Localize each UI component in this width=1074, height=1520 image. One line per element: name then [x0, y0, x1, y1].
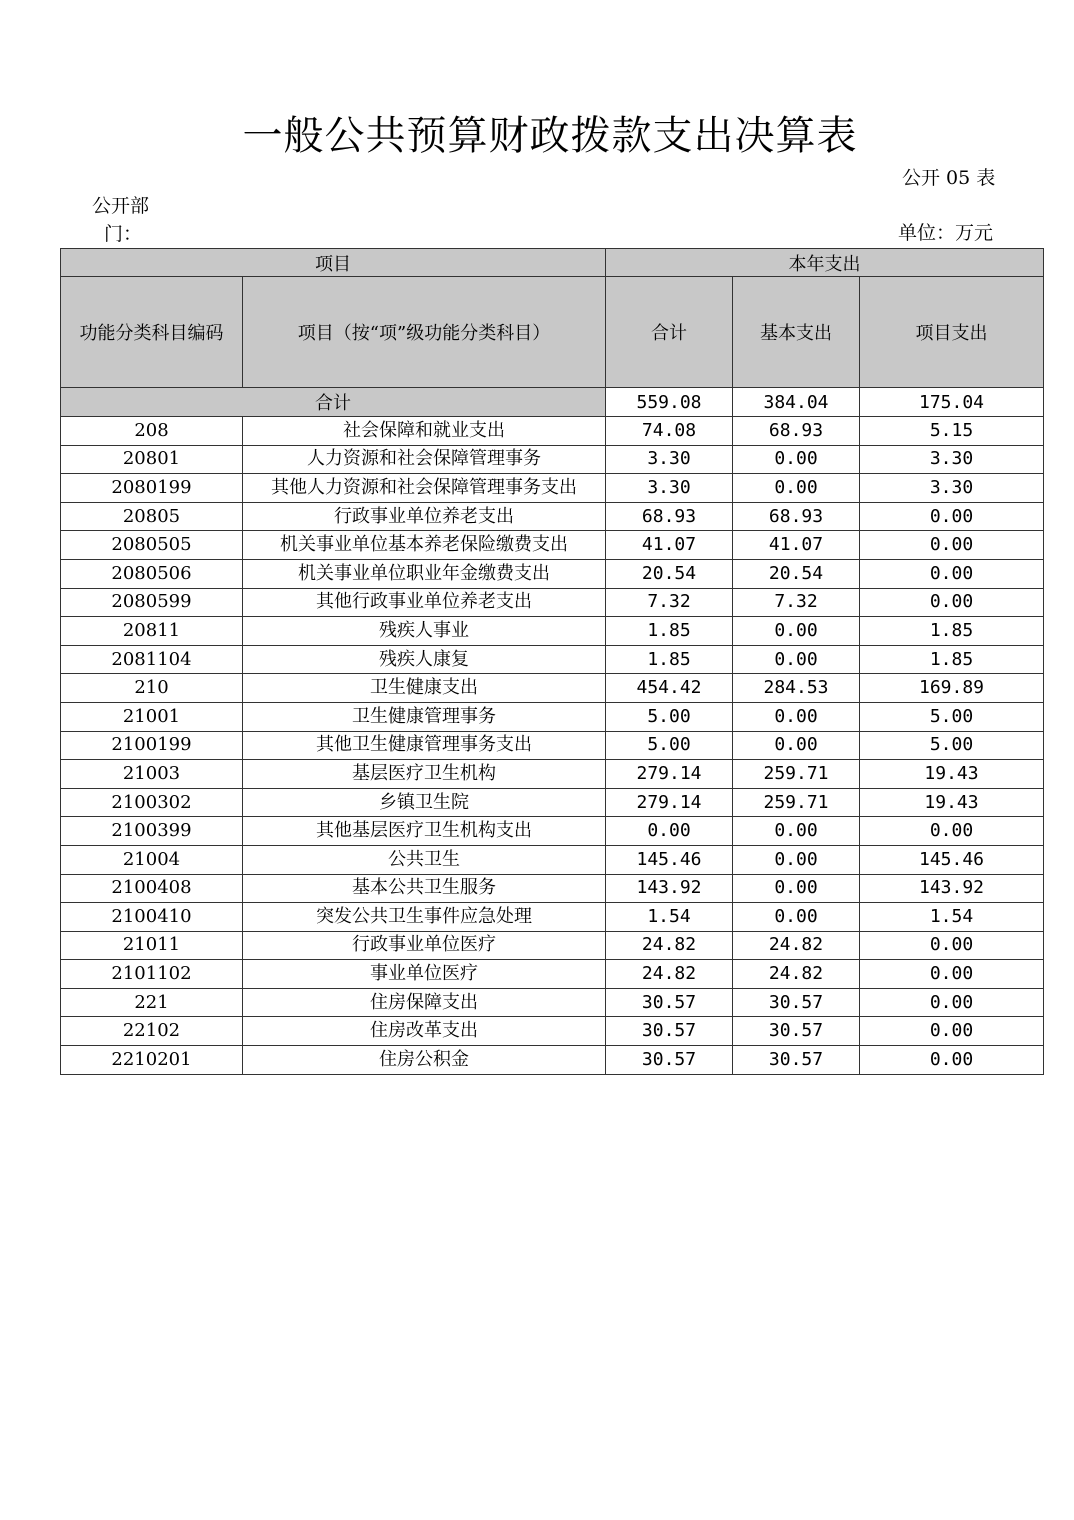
table-row — [61, 417, 1044, 446]
row-code: 221 — [61, 988, 243, 1017]
table-row — [61, 988, 1044, 1017]
table-row — [61, 502, 1044, 531]
table-row — [61, 702, 1044, 731]
row-code: 20801 — [61, 445, 243, 474]
row-code: 20811 — [61, 617, 243, 646]
row-name: 公共卫生 — [243, 845, 606, 874]
row-total: 454.42 — [606, 674, 733, 703]
row-basic: 0.00 — [733, 817, 860, 846]
expenditure-table — [60, 248, 1044, 1075]
row-code: 2080505 — [61, 531, 243, 560]
row-total: 3.30 — [606, 445, 733, 474]
row-code: 2081104 — [61, 645, 243, 674]
row-total: 3.30 — [606, 474, 733, 503]
row-basic: 0.00 — [733, 731, 860, 760]
row-basic: 30.57 — [733, 988, 860, 1017]
row-project: 0.00 — [860, 1046, 1044, 1075]
row-project: 0.00 — [860, 1017, 1044, 1046]
row-project: 3.30 — [860, 474, 1044, 503]
department-label: 公开部 — [92, 195, 150, 217]
row-code: 2100302 — [61, 788, 243, 817]
row-code: 2101102 — [61, 960, 243, 989]
row-name: 其他行政事业单位养老支出 — [243, 588, 606, 617]
row-basic: 24.82 — [733, 960, 860, 989]
header-basic: 基本支出 — [733, 277, 860, 388]
table-row — [61, 903, 1044, 932]
row-code: 2100410 — [61, 903, 243, 932]
table-row — [61, 817, 1044, 846]
row-project: 19.43 — [860, 788, 1044, 817]
row-code: 2210201 — [61, 1046, 243, 1075]
row-code: 208 — [61, 417, 243, 446]
row-basic: 30.57 — [733, 1046, 860, 1075]
row-project: 19.43 — [860, 760, 1044, 789]
row-project: 0.00 — [860, 502, 1044, 531]
row-basic: 68.93 — [733, 502, 860, 531]
header-code: 功能分类科目编码 — [61, 277, 243, 388]
row-name: 基本公共卫生服务 — [243, 874, 606, 903]
row-basic: 0.00 — [733, 845, 860, 874]
row-name: 残疾人康复 — [243, 645, 606, 674]
row-project: 1.85 — [860, 645, 1044, 674]
row-basic: 0.00 — [733, 645, 860, 674]
row-name: 卫生健康管理事务 — [243, 702, 606, 731]
header-total: 合计 — [606, 277, 733, 388]
row-name: 住房改革支出 — [243, 1017, 606, 1046]
table-row — [61, 674, 1044, 703]
unit-label: 单位：万元 — [898, 222, 994, 244]
row-code: 20805 — [61, 502, 243, 531]
header-row-group — [61, 249, 1044, 277]
row-total: 1.85 — [606, 645, 733, 674]
table-row — [61, 559, 1044, 588]
table-row — [61, 1017, 1044, 1046]
row-basic: 20.54 — [733, 559, 860, 588]
header-project: 项目支出 — [860, 277, 1044, 388]
row-basic: 41.07 — [733, 531, 860, 560]
row-total: 20.54 — [606, 559, 733, 588]
row-total: 7.32 — [606, 588, 733, 617]
row-code: 2100199 — [61, 731, 243, 760]
row-name: 住房公积金 — [243, 1046, 606, 1075]
row-basic: 30.57 — [733, 1017, 860, 1046]
row-name: 人力资源和社会保障管理事务 — [243, 445, 606, 474]
table-row — [61, 1046, 1044, 1075]
row-name: 机关事业单位基本养老保险缴费支出 — [243, 531, 606, 560]
table-row — [61, 874, 1044, 903]
row-name: 基层医疗卫生机构 — [243, 760, 606, 789]
row-project: 0.00 — [860, 817, 1044, 846]
row-total: 5.00 — [606, 702, 733, 731]
row-project: 145.46 — [860, 845, 1044, 874]
row-project: 0.00 — [860, 559, 1044, 588]
row-project: 143.92 — [860, 874, 1044, 903]
row-name: 突发公共卫生事件应急处理 — [243, 903, 606, 932]
row-project: 5.00 — [860, 731, 1044, 760]
row-name: 住房保障支出 — [243, 988, 606, 1017]
row-total: 30.57 — [606, 988, 733, 1017]
table-row — [61, 845, 1044, 874]
row-basic: 0.00 — [733, 474, 860, 503]
table-row — [61, 531, 1044, 560]
row-total: 145.46 — [606, 845, 733, 874]
row-project: 3.30 — [860, 445, 1044, 474]
header-name: 项目（按“项”级功能分类科目） — [243, 277, 606, 388]
header-year-group: 本年支出 — [606, 249, 1044, 277]
row-basic: 0.00 — [733, 702, 860, 731]
row-project: 0.00 — [860, 931, 1044, 960]
row-total: 1.54 — [606, 903, 733, 932]
row-basic: 7.32 — [733, 588, 860, 617]
row-code: 21011 — [61, 931, 243, 960]
table-row — [61, 931, 1044, 960]
row-basic: 0.00 — [733, 903, 860, 932]
row-basic: 259.71 — [733, 788, 860, 817]
table-row — [61, 645, 1044, 674]
row-basic: 284.53 — [733, 674, 860, 703]
row-project: 1.85 — [860, 617, 1044, 646]
row-total: 279.14 — [606, 760, 733, 789]
row-code: 21004 — [61, 845, 243, 874]
row-total: 30.57 — [606, 1017, 733, 1046]
row-code: 2080506 — [61, 559, 243, 588]
row-code: 21001 — [61, 702, 243, 731]
row-basic: 0.00 — [733, 874, 860, 903]
department-label-cont: 门： — [104, 223, 143, 245]
row-name: 行政事业单位养老支出 — [243, 502, 606, 531]
row-total: 279.14 — [606, 788, 733, 817]
table-row — [61, 788, 1044, 817]
table-row — [61, 445, 1044, 474]
row-project: 5.15 — [860, 417, 1044, 446]
table-row — [61, 960, 1044, 989]
row-total: 30.57 — [606, 1046, 733, 1075]
total-row — [61, 388, 1044, 417]
form-number: 公开 05 表 — [902, 167, 996, 189]
row-total: 41.07 — [606, 531, 733, 560]
row-code: 2100399 — [61, 817, 243, 846]
table-row — [61, 474, 1044, 503]
row-total: 68.93 — [606, 502, 733, 531]
row-total: 74.08 — [606, 417, 733, 446]
row-project: 169.89 — [860, 674, 1044, 703]
row-project: 0.00 — [860, 531, 1044, 560]
total-sum: 559.08 — [606, 388, 733, 417]
page-title: 一般公共预算财政拨款支出决算表 — [242, 113, 858, 159]
row-total: 0.00 — [606, 817, 733, 846]
total-label: 合计 — [61, 388, 606, 417]
row-name: 乡镇卫生院 — [243, 788, 606, 817]
row-code: 2080599 — [61, 588, 243, 617]
row-basic: 24.82 — [733, 931, 860, 960]
row-name: 其他卫生健康管理事务支出 — [243, 731, 606, 760]
row-code: 210 — [61, 674, 243, 703]
row-code: 21003 — [61, 760, 243, 789]
table-row — [61, 617, 1044, 646]
row-basic: 0.00 — [733, 445, 860, 474]
row-project: 1.54 — [860, 903, 1044, 932]
row-code: 22102 — [61, 1017, 243, 1046]
row-name: 残疾人事业 — [243, 617, 606, 646]
row-project: 0.00 — [860, 960, 1044, 989]
row-name: 行政事业单位医疗 — [243, 931, 606, 960]
row-basic: 0.00 — [733, 617, 860, 646]
row-basic: 68.93 — [733, 417, 860, 446]
row-code: 2080199 — [61, 474, 243, 503]
row-name: 事业单位医疗 — [243, 960, 606, 989]
row-total: 5.00 — [606, 731, 733, 760]
header-row-columns — [61, 277, 1044, 388]
table-row — [61, 760, 1044, 789]
row-project: 0.00 — [860, 988, 1044, 1017]
total-basic: 384.04 — [733, 388, 860, 417]
table-row — [61, 588, 1044, 617]
row-project: 5.00 — [860, 702, 1044, 731]
row-project: 0.00 — [860, 588, 1044, 617]
row-name: 机关事业单位职业年金缴费支出 — [243, 559, 606, 588]
row-name: 其他基层医疗卫生机构支出 — [243, 817, 606, 846]
total-project: 175.04 — [860, 388, 1044, 417]
row-total: 1.85 — [606, 617, 733, 646]
header-item-group: 项目 — [61, 249, 606, 277]
row-name: 社会保障和就业支出 — [243, 417, 606, 446]
row-basic: 259.71 — [733, 760, 860, 789]
row-name: 其他人力资源和社会保障管理事务支出 — [243, 474, 606, 503]
row-total: 24.82 — [606, 931, 733, 960]
row-total: 24.82 — [606, 960, 733, 989]
row-name: 卫生健康支出 — [243, 674, 606, 703]
row-code: 2100408 — [61, 874, 243, 903]
table-row — [61, 731, 1044, 760]
row-total: 143.92 — [606, 874, 733, 903]
